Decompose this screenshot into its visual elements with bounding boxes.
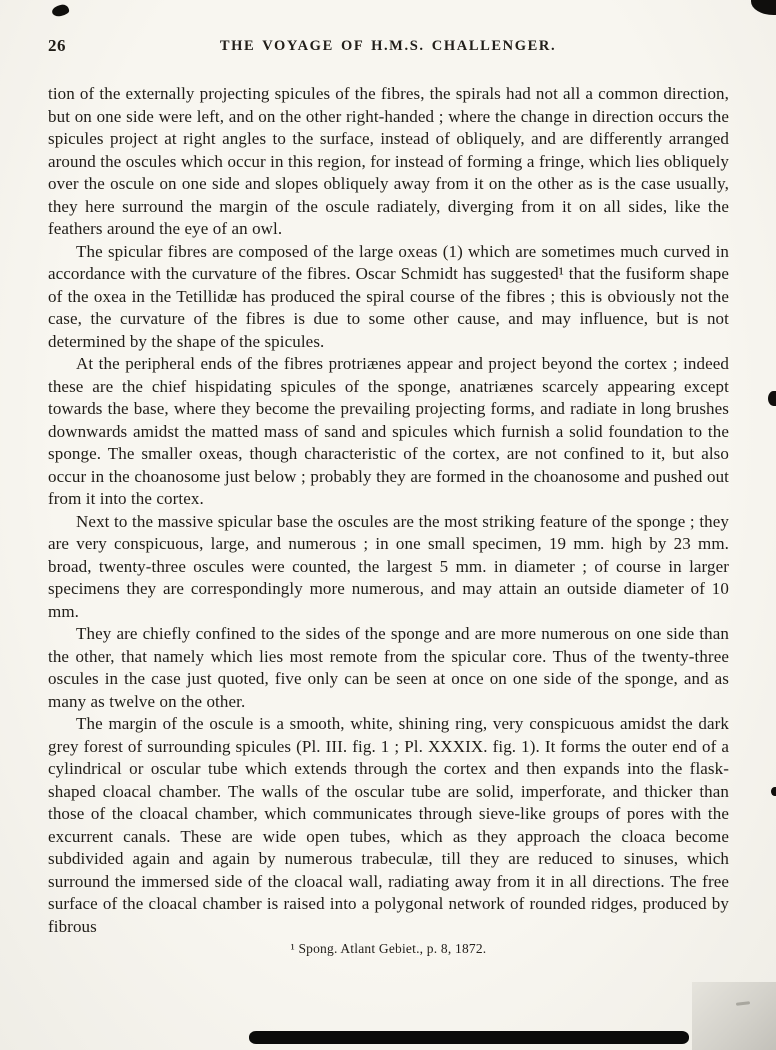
paragraph: tion of the externally projecting spicules of the fibres, the spirals had not all a common direction, but on one side were left, and on the other right-handed ; where the change in direction occurs the spicules project at right angles to the surface, instead of obliquely, and are differently arranged around the oscules which occur in this region, for instead of forming a fringe, which lies obliquely over the oscule on one side and slopes obliquely away from it on the other as is the case usually, they here surround the margin of the oscule radiately, diverging from it on all sides, like the feathers around the eye of an owl. bbox=[48, 84, 729, 238]
scan-artifact-right-edge bbox=[768, 391, 776, 406]
page-number: 26 bbox=[48, 36, 66, 55]
scan-artifact-top-right-corner bbox=[751, 0, 776, 15]
scan-artifact-top-left bbox=[51, 4, 70, 18]
scan-artifact-right-edge-small bbox=[771, 787, 776, 796]
paragraph: At the peripheral ends of the fibres protriænes appear and project beyond the cortex ; indeed these are the chief hispidating spicules of the sponge, anatriænes scarcely appearing except towards the base, where they become the prevailing projecting forms, and radiate in long brushes downwards amidst the matted mass of sand and spicules which furnish a solid foundation to the sponge. The smaller oxeas, though characteristic of the cortex, are not confined to it, but also occur in the choanosome just below ; probably they are formed in the choanosome and pushed out from it into the cortex. bbox=[48, 354, 729, 508]
page-header bbox=[48, 36, 728, 60]
paragraph: The spicular fibres are composed of the large oxeas (1) which are sometimes much curved in accordance with the curvature of the fibres. Oscar Schmidt has suggested¹ that the fusiform shape of the oxea in the Tetillidæ has produced the spiral course of the fibres ; this is obviously not the case, the curvature of the fibres is due to some other cause, and may influence, but is not determined by the shape of the spicules. bbox=[48, 241, 729, 351]
body-text bbox=[48, 83, 729, 961]
paragraph: The margin of the oscule is a smooth, white, shining ring, very conspicuous amidst the dark grey forest of surrounding spicules (Pl. III. fig. 1 ; Pl. XXXIX. fig. 1). It forms the outer end of a cylindrical or oscular tube which extends through the cortex and then expands into the flask-shaped cloacal chamber. The walls of the oscular tube are solid, imperforate, and thicker than those of the cloacal chamber, which communicates through sieve-like groups of pores with the excurrent canals. These are wide open tubes, which as they approach the cloaca become subdivided again and again by numerous trabeculæ, till they are reduced to sinuses, which surround the immersed side of the cloacal wall, radiating away from it in all directions. The free surface of the cloacal chamber is raised into a polygonal network of rounded ridges, produced by fibrous bbox=[48, 714, 729, 936]
footnote: ¹ Spong. Atlant Gebiet., p. 8, 1872. bbox=[290, 941, 487, 956]
scan-artifact-bottom-right-shadow bbox=[692, 982, 776, 1050]
scan-artifact-bottom-bar bbox=[249, 1031, 689, 1044]
paragraph: They are chiefly confined to the sides of the sponge and are more numerous on one side than the other, that namely which lies most remote from the spicular core. Thus of the twenty-three oscules in the case just quoted, five only can be seen at once on one side of the sponge, and as many as twelve on the other. bbox=[48, 624, 729, 711]
paragraph: Next to the massive spicular base the oscules are the most striking feature of the sponge ; they are very conspicuous, large, and numerous ; in one small specimen, 19 mm. high by 23 mm. broad, twenty-three oscules were counted, the largest 5 mm. in diameter ; of course in larger specimens they are correspondingly more numerous, and may attain an outside diameter of 10 mm. bbox=[48, 511, 729, 621]
running-header: THE VOYAGE OF H.M.S. CHALLENGER. bbox=[219, 38, 557, 54]
